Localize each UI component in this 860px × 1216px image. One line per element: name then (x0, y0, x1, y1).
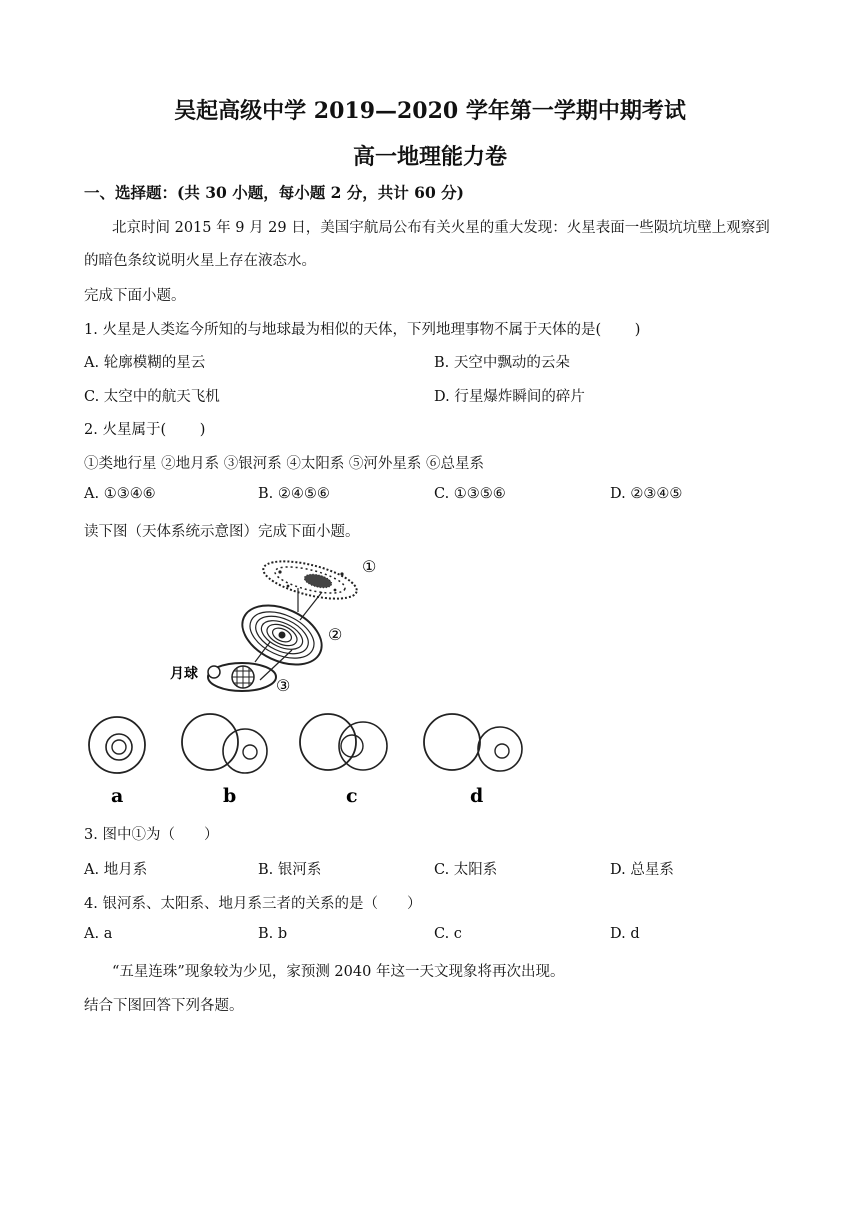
diagram-b-label: b (223, 785, 237, 807)
q1-option-a[interactable]: A. 轮廓模糊的星云 (84, 355, 206, 371)
diagram-d-label: d (470, 785, 484, 807)
label-1: ① (362, 557, 377, 576)
q4-option-d[interactable]: D. d (610, 926, 640, 942)
label-3: ③ (276, 676, 291, 695)
q2-option-a[interactable]: A. ①③④⑥ (84, 486, 156, 502)
diagram-d (424, 714, 522, 807)
q1-option-b[interactable]: B. 天空中飘动的云朵 (434, 355, 570, 371)
moon-label: 月球 (170, 666, 198, 682)
q1-stem: 1. 火星是人类迄今所知的与地球最为相似的天体，下列地理事物不属于天体的是( ) (84, 322, 641, 338)
diagram-b (182, 714, 267, 807)
q1-option-c[interactable]: C. 太空中的航天飞机 (84, 389, 220, 405)
q3-stem: 3. 图中①为（ ） (84, 827, 219, 843)
q2-option-c[interactable]: C. ①③⑤⑥ (434, 486, 506, 502)
passage1-line2: 的暗色条纹说明火星上存在液态水。 (84, 253, 316, 269)
circle-relation-diagrams (80, 708, 530, 808)
moon-icon (208, 666, 220, 678)
label-2: ② (328, 625, 343, 644)
q3-option-a[interactable]: A. 地月系 (84, 862, 148, 878)
q2-option-d[interactable]: D. ②③④⑤ (610, 486, 683, 502)
q4-option-b[interactable]: B. b (258, 926, 288, 942)
q2-choices: ①类地行星 ②地月系 ③银河系 ④太阳系 ⑤河外星系 ⑥总星系 (84, 456, 485, 472)
celestial-system-diagram (170, 550, 390, 700)
q2-option-b[interactable]: B. ②④⑤⑥ (258, 486, 330, 502)
passage2-line1: “五星连珠”现象较为少见，家预测 2040 年这一天文现象将再次出现。 (112, 964, 565, 980)
diagram-a-label: a (111, 785, 124, 807)
passage2-instruction: 结合下图回答下列各题。 (84, 998, 244, 1014)
q3-option-b[interactable]: B. 银河系 (258, 862, 322, 878)
earth-moon-system-shape (208, 663, 276, 691)
diagram-c-label: c (346, 785, 358, 807)
diagram-a (89, 717, 145, 807)
q4-stem: 4. 银河系、太阳系、地月系三者的关系的是（ ） (84, 896, 422, 912)
passage1-instruction: 完成下面小题。 (84, 288, 186, 304)
q2-stem: 2. 火星属于( ) (84, 422, 206, 438)
section-heading: 一、选择题：(共 30 小题，每小题 2 分，共计 60 分) (84, 183, 464, 202)
q1-option-d[interactable]: D. 行星爆炸瞬间的碎片 (434, 389, 585, 405)
exam-subtitle: 高一地理能力卷 (352, 144, 507, 170)
diagram-c (300, 714, 387, 807)
figure-instruction: 读下图（天体系统示意图）完成下面小题。 (84, 524, 360, 540)
q3-option-c[interactable]: C. 太阳系 (434, 862, 498, 878)
q4-option-c[interactable]: C. c (434, 926, 462, 942)
exam-title: 吴起高级中学 2019—2020 学年第一学期中期考试 (174, 98, 686, 124)
q4-option-a[interactable]: A. a (84, 926, 113, 942)
q3-option-d[interactable]: D. 总星系 (610, 862, 674, 878)
passage1-line1: 北京时间 2015 年 9 月 29 日，美国宇航局公布有关火星的重大发现：火星表面一些陨坑坑壁上观察到 (112, 220, 770, 236)
galaxy-shape (260, 554, 360, 606)
